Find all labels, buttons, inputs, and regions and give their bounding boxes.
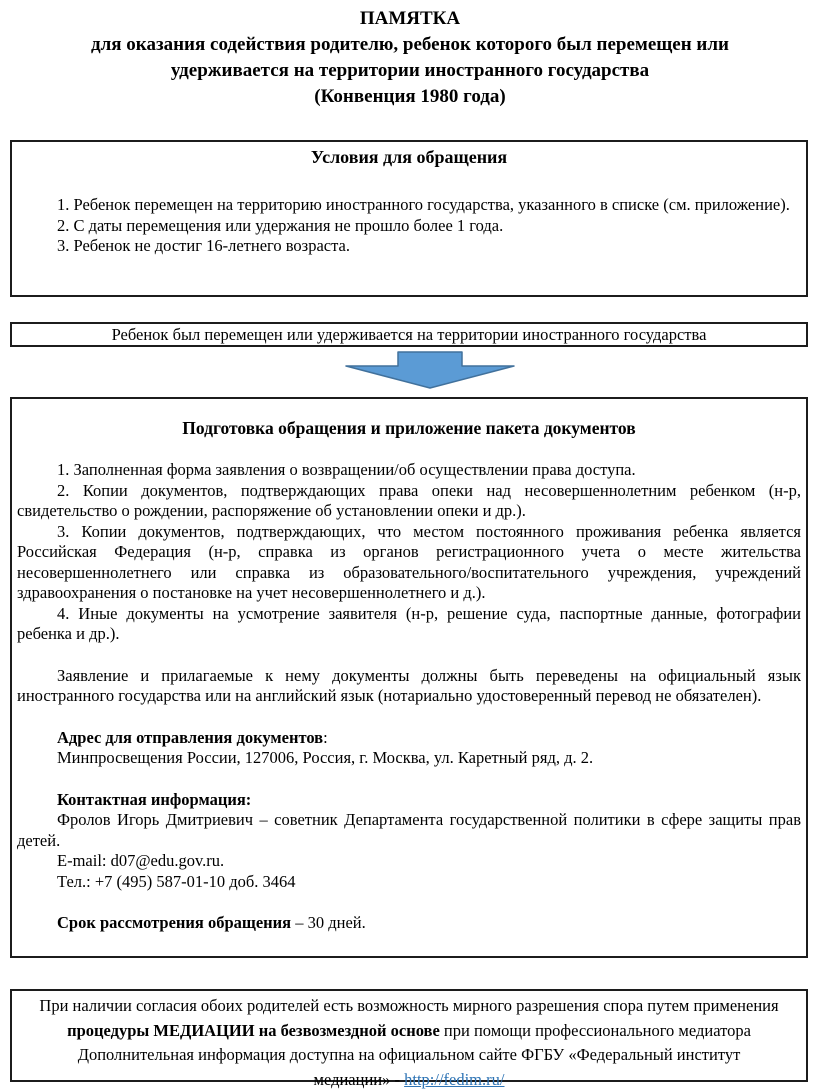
mediation-text-before: При наличии согласия обоих родителей есть возможность мирного разрешения спора путем применения bbox=[39, 996, 779, 1015]
conditions-heading: Условия для обращения bbox=[310, 147, 508, 167]
review-period-value: – 30 дней. bbox=[291, 913, 366, 932]
preparation-heading: Подготовка обращения и приложение пакета документов bbox=[182, 418, 636, 438]
condition-item-3: 3. Ребенок не достиг 16-летнего возраста. bbox=[57, 236, 350, 255]
conditions-box bbox=[10, 140, 808, 297]
mediation-bold-text: процедуры МЕДИАЦИИ на безвозмездной основе bbox=[67, 1020, 440, 1040]
title-line-2: для оказания содействия родителю, ребенок которого был перемещен или bbox=[91, 34, 729, 55]
title-line-3: удерживается на территории иностранного государства bbox=[170, 60, 650, 81]
down-arrow-icon bbox=[345, 351, 515, 389]
mediation-box bbox=[10, 989, 808, 1089]
translation-note: Заявление и прилагаемые к нему документы должны быть переведены на официальный язык иностранного государства или на английский язык (нотариально удостоверенный перевод не обязателен). bbox=[17, 665, 801, 705]
status-text: Ребенок был перемещен или удерживается на территории иностранного государства bbox=[111, 324, 707, 344]
document-item-2: 2. Копии документов, подтверждающих права опеки над несовершеннолетним ребенком (н-р, свидетельство о рождении, распоряжение об установлении опеки и др.). bbox=[17, 480, 801, 520]
address-value: Минпросвещения России, 127006, Россия, г. Москва, ул. Каретный ряд, д. 2. bbox=[57, 748, 594, 767]
document-title bbox=[0, 6, 820, 110]
fedim-link[interactable]: http://fedim.ru/ bbox=[404, 1069, 505, 1089]
document-item-4: 4. Иные документы на усмотрение заявителя (н-р, решение суда, паспортные данные, фотографии ребенка и др.). bbox=[17, 603, 801, 643]
condition-item-1: 1. Ребенок перемещен на территорию иностранного государства, указанного в списке (см. приложение). bbox=[57, 195, 790, 214]
status-box bbox=[10, 322, 808, 347]
review-period-label: Срок рассмотрения обращения bbox=[57, 913, 292, 932]
condition-item-2: 2. С даты перемещения или удержания не прошло более 1 года. bbox=[57, 215, 504, 235]
document-item-3: 3. Копии документов, подтверждающих, что местом постоянного проживания ребенка является Российская Федерация (н-р, справка из органов регистрационного учета о месте жительства несовершеннолетнего или справка из образовательного/воспитательного учреждения, учреждений здравоохранения о постановке на учет несовершеннолетнего и д.). bbox=[17, 521, 801, 602]
mediation-text bbox=[38, 994, 780, 1092]
document-item-1: 1. Заполненная форма заявления о возвращении/об осуществлении права доступа. bbox=[57, 460, 636, 479]
address-label: Адрес для отправления документов bbox=[57, 727, 324, 747]
contact-person: Фролов Игорь Дмитриевич – советник Департамента государственной политики в сфере защиты прав детей. bbox=[17, 810, 801, 850]
down-arrow-shape bbox=[346, 352, 514, 388]
contact-email: E-mail: d07@edu.gov.ru. bbox=[57, 851, 225, 870]
preparation-box bbox=[10, 397, 808, 958]
contact-phone: Тел.: +7 (495) 587-01-10 доб. 3464 bbox=[57, 871, 296, 891]
contacts-label: Контактная информация: bbox=[57, 789, 252, 809]
address-label-line bbox=[17, 728, 801, 749]
flow-down-arrow bbox=[345, 351, 515, 389]
address-colon: : bbox=[323, 727, 328, 747]
review-period-line bbox=[17, 913, 801, 934]
mediation-text-after: при помощи профессионального медиатора Дополнительная информация доступна на официальном сайте ФГБУ «Федеральный институт медиации» - bbox=[77, 1020, 751, 1089]
title-line-1: ПАМЯТКА bbox=[359, 8, 461, 29]
title-line-4: (Конвенция 1980 года) bbox=[314, 86, 506, 107]
